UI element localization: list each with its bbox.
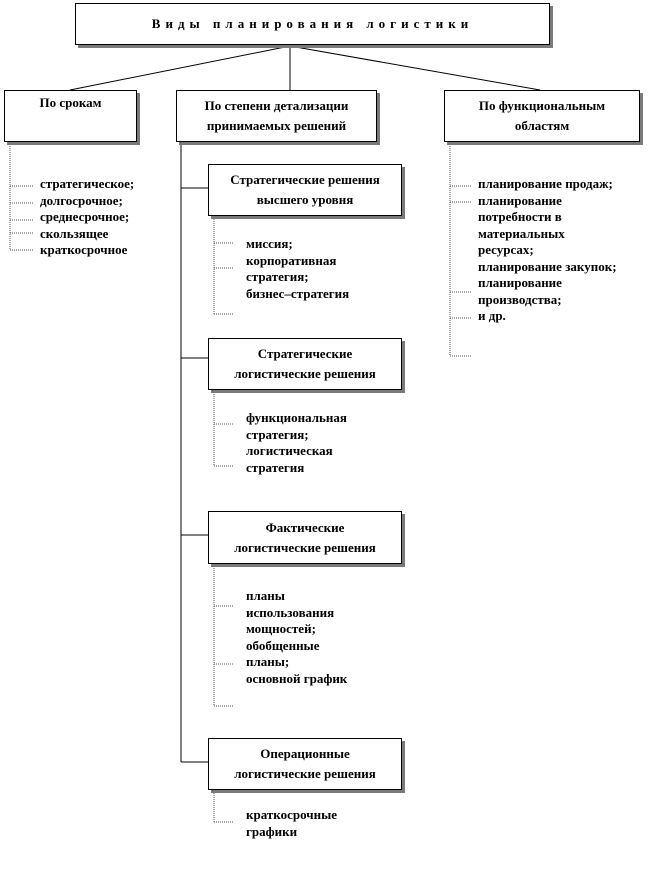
group-strategic-top xyxy=(208,164,402,216)
list-item: основной график xyxy=(246,670,348,686)
list-item: краткосрочное xyxy=(40,242,128,257)
list-item: логистическая xyxy=(246,443,333,458)
list-item: графики xyxy=(246,823,298,839)
term-items-list xyxy=(40,176,134,259)
list-item: материальных xyxy=(478,225,565,241)
group-factual-logistic xyxy=(208,511,402,564)
diagram-title-text: Виды планирования логистики xyxy=(151,16,474,31)
group-strategic-logistic-line1: Стратегические xyxy=(257,346,353,361)
list-item: функциональная xyxy=(246,410,347,425)
group-strategic-top-items xyxy=(246,236,349,302)
category-by-function xyxy=(444,90,640,142)
group-strategic-top-line1: Стратегические решения xyxy=(230,172,380,187)
list-item: мощностей; xyxy=(246,621,316,636)
group-operational-logistic-line1: Операционные xyxy=(260,746,350,761)
list-item: краткосрочные xyxy=(246,807,337,822)
diagram-title xyxy=(75,3,550,45)
list-item: планирование xyxy=(478,192,562,208)
list-item: потребности в xyxy=(478,209,562,224)
list-item: долгосрочное; xyxy=(40,192,123,208)
category-by-term xyxy=(4,90,137,142)
group-strategic-logistic-items xyxy=(246,410,347,476)
list-item: планирование закупок; xyxy=(478,258,617,274)
category-by-detail xyxy=(176,90,377,142)
list-item: ресурсах; xyxy=(478,242,534,257)
list-item: корпоративная xyxy=(246,252,337,268)
connector-title-to-function xyxy=(290,46,540,90)
list-item: среднесрочное; xyxy=(40,209,130,224)
category-by-term-label: По срокам xyxy=(39,95,102,110)
group-strategic-top-line2: высшего уровня xyxy=(256,192,354,207)
list-item: планирование xyxy=(478,275,562,290)
list-item: стратегия xyxy=(246,459,305,475)
list-item: скользящее xyxy=(40,225,109,241)
group-operational-logistic xyxy=(208,738,402,790)
group-strategic-logistic xyxy=(208,338,402,390)
list-item: производства; xyxy=(478,291,562,307)
list-item: планы; xyxy=(246,654,290,669)
list-item: планы xyxy=(246,588,285,603)
group-factual-logistic-items xyxy=(246,588,347,687)
list-item: миссия; xyxy=(246,236,293,251)
group-factual-logistic-line2: логистические решения xyxy=(234,539,376,555)
group-strategic-logistic-line2: логистические решения xyxy=(234,366,376,381)
group-operational-logistic-line2: логистические решения xyxy=(234,766,376,781)
group-factual-logistic-line1: Фактические xyxy=(265,519,345,535)
category-by-function-line2: областям xyxy=(514,118,570,133)
list-item: планирование продаж; xyxy=(478,176,613,191)
list-item: бизнес–стратегия xyxy=(246,285,350,301)
function-items-list xyxy=(478,176,617,325)
list-item: использования xyxy=(246,604,335,620)
group-operational-logistic-items xyxy=(246,807,337,840)
connector-title-to-term xyxy=(70,46,290,90)
list-item: стратегия; xyxy=(246,426,309,442)
list-item: обобщенные xyxy=(246,637,320,653)
list-item: и др. xyxy=(478,308,506,323)
category-by-detail-line1: По степени детализации xyxy=(204,98,349,113)
list-item: стратегическое; xyxy=(40,176,135,191)
category-by-function-line1: По функциональным xyxy=(478,98,606,113)
category-by-detail-line2: принимаемых решений xyxy=(206,118,347,133)
list-item: стратегия; xyxy=(246,269,309,284)
